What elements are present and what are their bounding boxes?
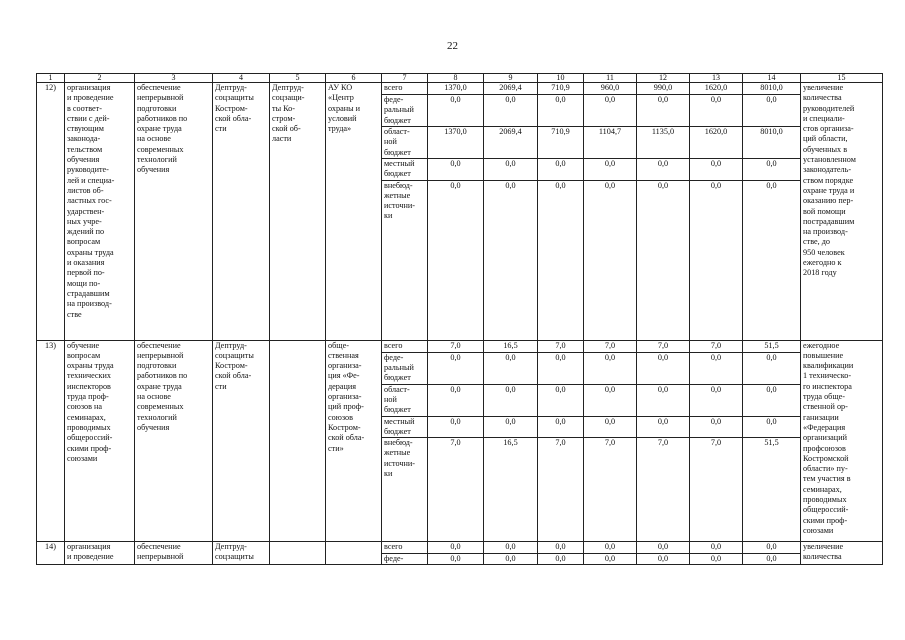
funding-value: 1620,0 [690, 83, 743, 95]
funding-value: 0,0 [428, 416, 484, 438]
funding-value: 7,0 [637, 340, 690, 352]
funding-value: 0,0 [484, 95, 538, 127]
header-cell: 2 [65, 74, 135, 83]
measure-goal: обеспечение непрерывной подготовки работников по охране труда на основе современных технологий обучения [135, 340, 213, 542]
funding-value: 0,0 [743, 384, 801, 416]
funding-value: 0,0 [637, 180, 690, 340]
participant: АУ КО «Центр охраны и условий труда» [326, 83, 382, 341]
funding-value: 0,0 [484, 542, 538, 554]
funding-value: 0,0 [584, 159, 637, 181]
funding-value: 990,0 [637, 83, 690, 95]
funding-value: 0,0 [484, 416, 538, 438]
funding-value: 0,0 [690, 384, 743, 416]
header-cell: 9 [484, 74, 538, 83]
funding-value: 0,0 [584, 542, 637, 554]
program-table [36, 73, 883, 565]
funding-value: 0,0 [538, 554, 584, 565]
funding-source: феде- ральный бюджет [382, 95, 428, 127]
funding-value: 0,0 [538, 159, 584, 181]
funding-value: 0,0 [743, 542, 801, 554]
funding-value: 0,0 [690, 95, 743, 127]
funding-value: 7,0 [637, 438, 690, 542]
expected-result: увеличение количества руководителей и специали- стов организа- ций области, обученных в установленном законодатель- ством порядке охране труда и оказанию пер- вой помощи пострадавшим на производ- стве, до 950 человек ежегодно к 2018 году [801, 83, 883, 341]
funding-value: 0,0 [743, 159, 801, 181]
funding-value: 0,0 [538, 352, 584, 384]
funding-value: 1370,0 [428, 127, 484, 159]
funding-value: 0,0 [743, 352, 801, 384]
funding-value: 0,0 [637, 554, 690, 565]
funding-value: 7,0 [428, 340, 484, 352]
funding-value: 0,0 [637, 159, 690, 181]
measure-goal: обеспечение непрерывной подготовки работников по охране труда на основе современных технологий обучения [135, 83, 213, 341]
funding-value: 0,0 [484, 352, 538, 384]
funding-value: 0,0 [690, 159, 743, 181]
funding-source: всего [382, 83, 428, 95]
funding-value: 0,0 [637, 352, 690, 384]
fund-row [37, 340, 883, 352]
funding-value: 0,0 [690, 180, 743, 340]
funding-source: внебюд- жетные источни- ки [382, 438, 428, 542]
funding-value: 0,0 [538, 542, 584, 554]
page-number: 22 [447, 40, 458, 52]
funding-value: 7,0 [690, 438, 743, 542]
funding-source: всего [382, 340, 428, 352]
expected-result: увеличение количества [801, 542, 883, 565]
funding-value: 0,0 [538, 180, 584, 340]
funding-value: 0,0 [428, 384, 484, 416]
funding-value: 2069,4 [484, 83, 538, 95]
funding-source: всего [382, 542, 428, 554]
funding-value: 0,0 [637, 95, 690, 127]
header-cell: 4 [213, 74, 270, 83]
header-cell: 12 [637, 74, 690, 83]
funding-value: 16,5 [484, 340, 538, 352]
funding-value: 51,5 [743, 340, 801, 352]
funding-value: 0,0 [690, 352, 743, 384]
participant [326, 542, 382, 565]
funding-value: 1620,0 [690, 127, 743, 159]
funding-source: област- ной бюджет [382, 127, 428, 159]
measure-number: 12) [37, 83, 65, 341]
funding-value: 0,0 [538, 416, 584, 438]
responsible-executor: Дептруд- соцзащиты Костром- ской обла- сти [213, 340, 270, 542]
funding-value: 710,9 [538, 127, 584, 159]
funding-value: 0,0 [743, 180, 801, 340]
funding-value: 0,0 [743, 95, 801, 127]
funding-value: 1370,0 [428, 83, 484, 95]
funding-value: 0,0 [484, 554, 538, 565]
responsible-executor: Дептруд- соцзащиты [213, 542, 270, 565]
header-cell: 7 [382, 74, 428, 83]
co-executor [270, 542, 326, 565]
funding-value: 0,0 [743, 554, 801, 565]
participant: обще- ственная организа- ция «Фе- дерация организа- ций проф- союзов Костром- ской обла- сти» [326, 340, 382, 542]
header-cell: 13 [690, 74, 743, 83]
measure-number: 13) [37, 340, 65, 542]
funding-value: 0,0 [584, 95, 637, 127]
funding-source: внебюд- жетные источни- ки [382, 180, 428, 340]
funding-value: 0,0 [484, 384, 538, 416]
funding-value: 16,5 [484, 438, 538, 542]
funding-value: 2069,4 [484, 127, 538, 159]
funding-value: 0,0 [584, 384, 637, 416]
funding-value: 0,0 [584, 352, 637, 384]
funding-value: 7,0 [538, 340, 584, 352]
funding-source: област- ной бюджет [382, 384, 428, 416]
header-row [37, 74, 883, 83]
funding-value: 0,0 [428, 159, 484, 181]
funding-source: местный бюджет [382, 416, 428, 438]
funding-value: 0,0 [690, 542, 743, 554]
funding-value: 0,0 [743, 416, 801, 438]
measure-number: 14) [37, 542, 65, 565]
header-cell: 15 [801, 74, 883, 83]
funding-value: 0,0 [484, 180, 538, 340]
funding-value: 7,0 [538, 438, 584, 542]
fund-row [37, 542, 883, 554]
measure-name: обучение вопросам охраны труда технических инспекторов труда проф- союзов на семинарах, проводимых общероссий- скими проф- союзами [65, 340, 135, 542]
co-executor [270, 340, 326, 542]
funding-value: 7,0 [584, 438, 637, 542]
funding-value: 0,0 [637, 384, 690, 416]
measure-name: организация и проведение [65, 542, 135, 565]
header-cell: 3 [135, 74, 213, 83]
header-cell: 5 [270, 74, 326, 83]
header-cell: 10 [538, 74, 584, 83]
measure-goal: обеспечение непрерывной [135, 542, 213, 565]
funding-source: феде- [382, 554, 428, 565]
funding-value: 0,0 [584, 180, 637, 340]
funding-value: 0,0 [538, 95, 584, 127]
funding-source: местный бюджет [382, 159, 428, 181]
funding-value: 7,0 [428, 438, 484, 542]
header-cell: 8 [428, 74, 484, 83]
funding-value: 0,0 [538, 384, 584, 416]
funding-value: 0,0 [690, 416, 743, 438]
funding-value: 0,0 [584, 416, 637, 438]
header-cell: 1 [37, 74, 65, 83]
funding-value: 8010,0 [743, 83, 801, 95]
funding-value: 0,0 [637, 542, 690, 554]
fund-row [37, 83, 883, 95]
funding-value: 0,0 [428, 180, 484, 340]
funding-value: 0,0 [637, 416, 690, 438]
measure-name: организация и проведение в соответ- ствии с дей- ствующим законода- тельством обучения руководите- лей и специа- листов об- ластных гос- ударствен- ных учре- ждений по вопросам охраны труда и оказания первой по- мощи по- страдавшим на производ- стве [65, 83, 135, 341]
funding-value: 0,0 [428, 542, 484, 554]
co-executor: Дептруд- соцзащи- ты Ко- стром- ской об- ласти [270, 83, 326, 341]
funding-value: 7,0 [690, 340, 743, 352]
funding-source: феде- ральный бюджет [382, 352, 428, 384]
funding-value: 0,0 [428, 352, 484, 384]
funding-value: 960,0 [584, 83, 637, 95]
funding-value: 0,0 [428, 554, 484, 565]
expected-result: ежегодное повышение квалификации 1 техническо- го инспектора труда обще- ственной ор- ганизации «Федерация организаций профсоюзов Костромской области» пу- тем участия в семинарах, проводимых общероссий- скими проф- союзами [801, 340, 883, 542]
funding-value: 0,0 [428, 95, 484, 127]
funding-value: 8010,0 [743, 127, 801, 159]
responsible-executor: Дептруд- соцзащиты Костром- ской обла- сти [213, 83, 270, 341]
funding-value: 1104,7 [584, 127, 637, 159]
header-cell: 14 [743, 74, 801, 83]
funding-value: 0,0 [484, 159, 538, 181]
funding-value: 0,0 [584, 554, 637, 565]
funding-value: 7,0 [584, 340, 637, 352]
funding-value: 710,9 [538, 83, 584, 95]
funding-value: 51,5 [743, 438, 801, 542]
funding-value: 0,0 [690, 554, 743, 565]
funding-value: 1135,0 [637, 127, 690, 159]
header-cell: 11 [584, 74, 637, 83]
header-cell: 6 [326, 74, 382, 83]
